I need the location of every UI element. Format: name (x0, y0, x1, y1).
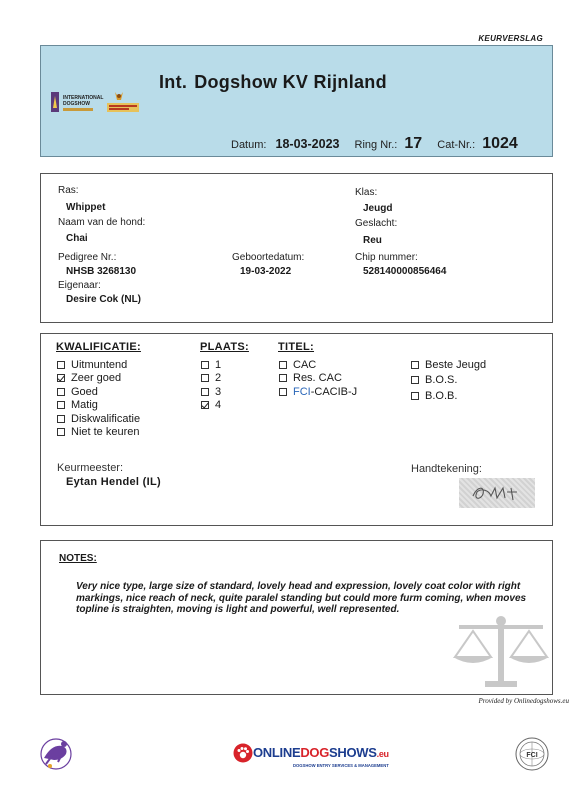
signature-label: Handtekening: (411, 463, 482, 475)
checkbox-icon[interactable] (57, 361, 65, 369)
qualification-option[interactable]: Goed (57, 385, 140, 399)
chip-value: 528140000856464 (363, 266, 447, 277)
checkbox-icon[interactable] (201, 361, 209, 369)
placement-header: PLAATS: (200, 341, 249, 353)
placement-list (201, 358, 221, 412)
brand-wordmark: ONLINEDOGSHOWS.eu (253, 745, 389, 760)
checkbox-icon[interactable] (57, 428, 65, 436)
qualification-option[interactable]: Diskwalificatie (57, 412, 140, 426)
provided-by: Provided by Onlinedogshows.eu (478, 697, 569, 705)
title-option[interactable]: B.O.B. (411, 389, 486, 403)
placement-option[interactable]: 1 (201, 358, 221, 372)
checkbox-icon[interactable] (411, 376, 419, 384)
brand-tagline: DOGSHOW ENTRY SERVICES & MANAGEMENT (293, 763, 389, 768)
breed-value: Whippet (66, 202, 106, 213)
title-option[interactable]: B.O.S. (411, 374, 486, 388)
checkbox-icon[interactable] (57, 388, 65, 396)
onlinedogshows-logo (233, 741, 389, 775)
qualification-option[interactable]: Matig (57, 399, 140, 413)
show-date: 18-03-2023 (275, 137, 340, 151)
show-name: Int. Dogshow KV Rijnland (159, 72, 387, 92)
logo-text-2: DOGSHOW (63, 101, 90, 107)
show-details-line (231, 135, 518, 153)
checkbox-icon[interactable] (411, 392, 419, 400)
title-header: TITEL: (278, 341, 315, 353)
kv-rijnland-logo (51, 90, 141, 114)
checkbox-icon[interactable] (201, 374, 209, 382)
notes-header: NOTES: (59, 553, 97, 564)
pedigree-value: NHSB 3268130 (66, 266, 137, 277)
qualification-option[interactable]: Uitmuntend (57, 358, 140, 372)
class-value: Jeugd (363, 203, 393, 214)
qualification-option[interactable]: Niet te keuren (57, 426, 140, 440)
logo-text-1: INTERNATIONAL (63, 95, 104, 101)
placement-option[interactable]: 4 (201, 399, 221, 413)
paw-icon (233, 743, 253, 763)
report-type-label: KEURVERSLAG (478, 34, 543, 43)
title-option[interactable]: CAC (279, 358, 357, 372)
date-label: Datum: (231, 139, 267, 151)
ring-label: Ring Nr.: (354, 139, 398, 151)
catalog-number: 1024 (482, 135, 518, 152)
header-panel (40, 45, 553, 157)
checkbox-checked-icon[interactable] (57, 374, 65, 382)
judge-signature (459, 478, 535, 508)
sex-value: Reu (363, 235, 382, 246)
owner-value: Desire Cok (NL) (66, 294, 142, 305)
fci-text: FCI (526, 752, 538, 759)
ring-number: 17 (404, 135, 423, 152)
fci-logo (515, 737, 549, 776)
notes-panel (40, 540, 553, 695)
title-option[interactable]: FCI -CACIB-J (279, 385, 357, 399)
checkbox-icon[interactable] (279, 361, 287, 369)
sex-label: Geslacht: (355, 218, 398, 229)
dog-name-label: Naam van de hond: (58, 217, 146, 228)
checkbox-icon[interactable] (57, 415, 65, 423)
checkbox-icon[interactable] (279, 374, 287, 382)
birth-date-label: Geboortedatum: (232, 252, 305, 263)
title-list (279, 358, 357, 399)
runner-logo (38, 734, 74, 777)
dog-info-panel (40, 173, 553, 323)
balance-scale-icon (451, 613, 551, 698)
checkbox-checked-icon[interactable] (201, 401, 209, 409)
qualification-option[interactable]: Zeer goed (57, 372, 140, 386)
title-extra-list (411, 358, 486, 403)
judge-label: Keurmeester: (57, 462, 124, 474)
dog-name-value: Chai (66, 233, 88, 244)
judging-panel (40, 333, 553, 526)
placement-option[interactable]: 3 (201, 385, 221, 399)
breed-label: Ras: (58, 185, 79, 196)
checkbox-icon[interactable] (279, 388, 287, 396)
title-option[interactable]: Res. CAC (279, 372, 357, 386)
owner-label: Eigenaar: (58, 280, 101, 291)
checkbox-icon[interactable] (57, 401, 65, 409)
notes-text: Very nice type, large size of standard, lovely head and expression, lovely coat color with right markings, nice reach of neck, quite paralel standing but could more furm coming, when moves topline is straighten, moving is light and powerful, well represented. (76, 581, 527, 615)
qualification-list (57, 358, 140, 439)
birth-date-value: 19-03-2022 (240, 266, 292, 277)
chip-label: Chip nummer: (355, 252, 418, 263)
catalog-label: Cat-Nr.: (437, 139, 476, 151)
placement-option[interactable]: 2 (201, 372, 221, 386)
qualification-header: KWALIFICATIE: (56, 341, 141, 353)
title-option[interactable]: Beste Jeugd (411, 358, 486, 372)
judge-name: Eytan Hendel (IL) (66, 476, 161, 488)
pedigree-label: Pedigree Nr.: (58, 252, 117, 263)
checkbox-icon[interactable] (201, 388, 209, 396)
class-label: Klas: (355, 187, 378, 198)
checkbox-icon[interactable] (411, 361, 419, 369)
